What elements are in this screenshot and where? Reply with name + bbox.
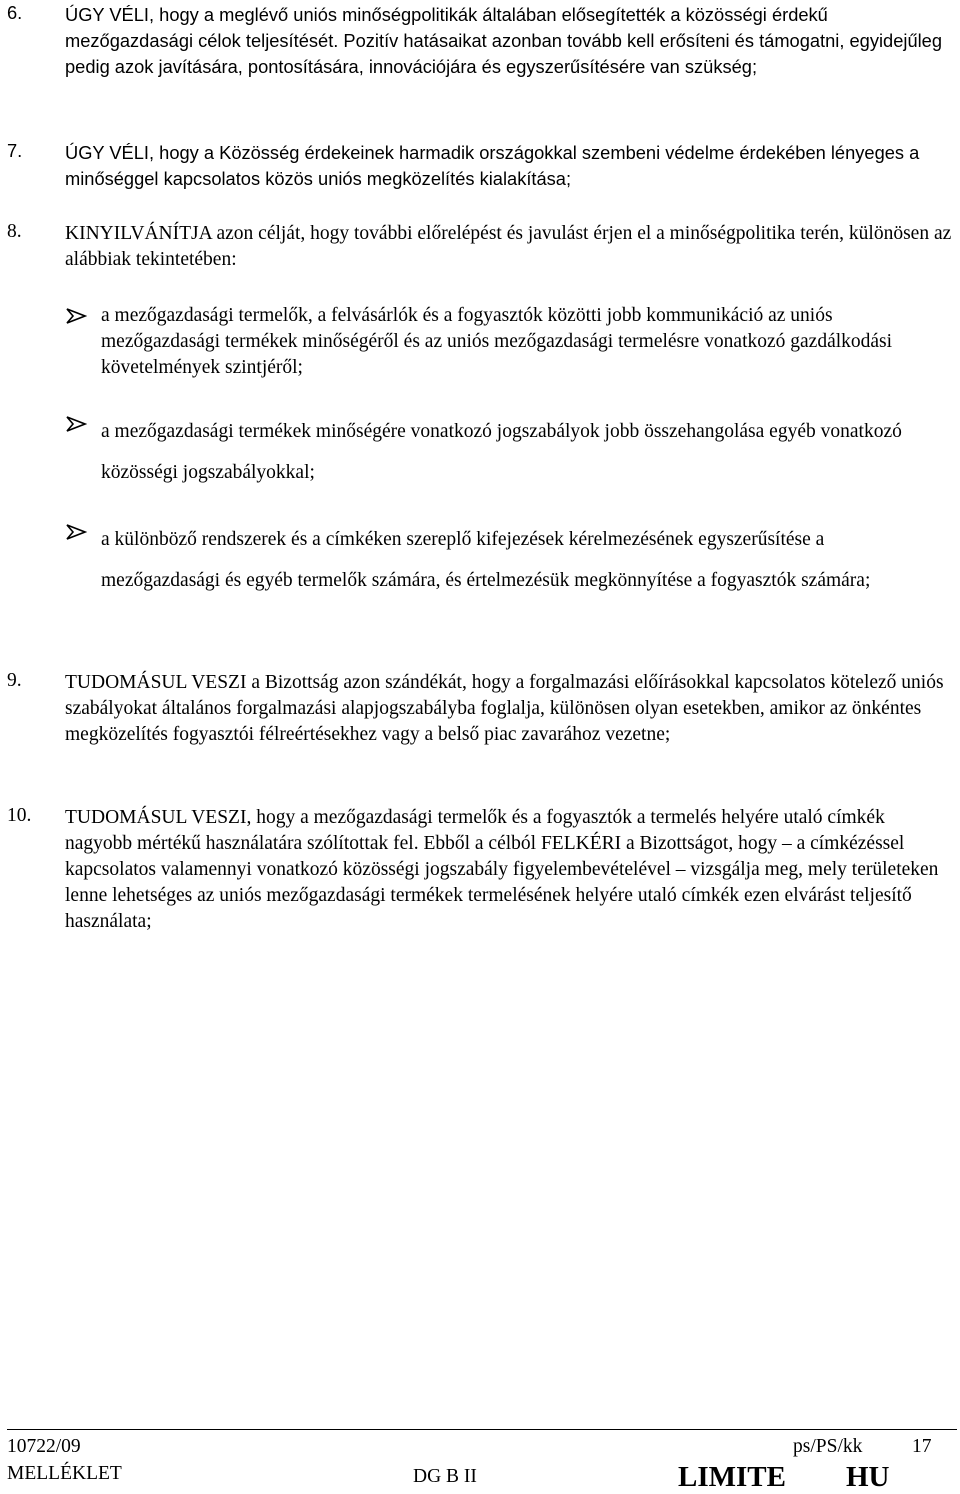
paragraph-number: 6. (7, 2, 23, 23)
footer-language: HU (846, 1461, 890, 1493)
footer-page-number: 17 (912, 1436, 932, 1457)
paragraph-text: ÚGY VÉLI, hogy a Közösség érdekeinek harmadik országokkal szembeni védelme érdekében lényeges a minőséggel kapcsolatos közös uniós megközelítés kialakítása; (65, 142, 920, 189)
bullet-item (65, 411, 945, 493)
paragraph-number: 9. (7, 670, 22, 691)
paragraph-7 (7, 140, 952, 192)
footer-divider (7, 1429, 957, 1430)
arrow-bullet-icon (65, 307, 87, 325)
footer-annex: MELLÉKLET (7, 1463, 122, 1484)
paragraph-text: KINYILVÁNÍTJA azon célját, hogy további előrelépést és javulást érjen el a minőségpolitika terén, különösen az alábbiak tekintetében: (65, 223, 952, 270)
bullet-text: a mezőgazdasági termékek minőségére vonatkozó jogszabályok jobb összehangolása egyéb vonatkozó közösségi jogszabályokkal; (101, 421, 902, 483)
footer-limite: LIMITE (678, 1461, 786, 1493)
paragraph-number: 7. (7, 140, 23, 161)
bullet-text: a különböző rendszerek és a címkéken szereplő kifejezések kérelmezésének egyszerűsítése a mezőgazdasági és egyéb termelők számára, és értelmezésük megkönnyítése a fogyasztók számára; (101, 529, 871, 591)
paragraph-text: ÚGY VÉLI, hogy a meglévő uniós minőségpolitikák általában elősegítették a közösségi érdekű mezőgazdasági célok teljesítését. Pozitív hatásaikat azonban tovább kell erősíteni és támogatni, egyidejűleg pedig azok javítására, pontosítására, innovációjára és egyszerűsítésére van szükség; (65, 4, 943, 77)
paragraph-number: 8. (7, 221, 22, 242)
paragraph-text: TUDOMÁSUL VESZI a Bizottság azon szándékát, hogy a forgalmazási előírásokkal kapcsolatos kötelező uniós szabályokat általános forgalmazási alapjogszabályba foglalja, különösen olyan esetekben, amikor az önkéntes megközelítés fogyasztói félreértésekhez vagy a belső piac zavarához vezetne; (65, 672, 944, 745)
arrow-bullet-icon (65, 415, 87, 433)
bullet-item (65, 303, 945, 381)
arrow-bullet-icon (65, 523, 87, 541)
footer-dg: DG B II (413, 1466, 477, 1487)
paragraph-number: 10. (7, 805, 32, 826)
paragraph-6 (7, 2, 952, 80)
bullet-text: a mezőgazdasági termelők, a felvásárlók és a fogyasztók közötti jobb kommunikáció az uniós mezőgazdasági termékek minőségéről és az uniós mezőgazdasági termelésre vonatkozó gazdálkodási követelmények szintjéről; (101, 305, 893, 378)
paragraph-text: TUDOMÁSUL VESZI, hogy a mezőgazdasági termelők és a fogyasztók a termelés helyére utaló címkék nagyobb mértékű használatára szólítottak fel. Ebből a célból FELKÉRI a Bizottságot, hogy – a címkézéssel kapcsolatos valamennyi vonatkozó közösségi jogszabály figyelembevételével – vizsgálja meg, mely területeken lenne lehetséges az uniós mezőgazdasági termékek termelésének helyére utaló címkék ezen elvárást teljesítő használata; (65, 807, 939, 932)
footer-doc-number: 10722/09 (7, 1436, 81, 1457)
bullet-item (65, 519, 945, 601)
paragraph-9 (7, 670, 952, 748)
paragraph-10 (7, 805, 952, 935)
paragraph-8 (7, 221, 952, 273)
footer-reference: ps/PS/kk (793, 1436, 863, 1457)
